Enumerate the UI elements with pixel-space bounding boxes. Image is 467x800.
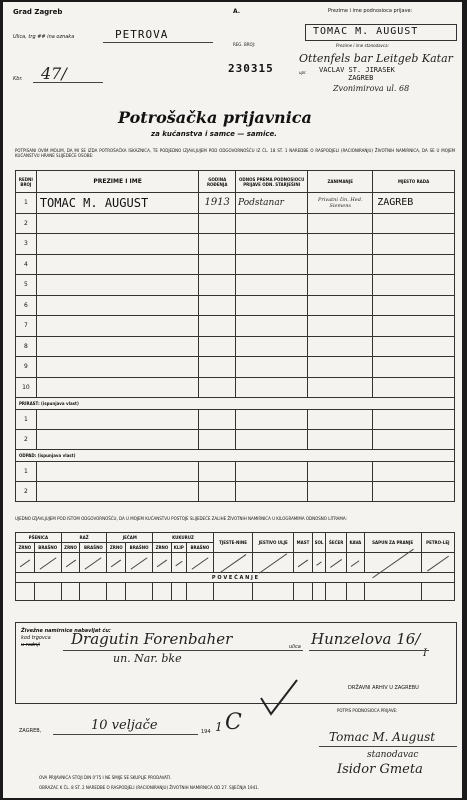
reg-number: 230315 — [228, 62, 274, 75]
sub-flour: BRAŠNO — [34, 543, 61, 553]
col-job-header: ZANIMANJE — [308, 171, 373, 193]
row-index: 4 — [16, 254, 37, 275]
row-index: 1 — [16, 193, 37, 214]
row-name — [36, 295, 199, 316]
shop-store-label: u radnji — [21, 642, 40, 648]
departures-label: ODPAD: (ispunjava vlast) — [16, 450, 455, 462]
row-year — [199, 213, 236, 234]
supply-cell — [294, 553, 313, 573]
row-place — [373, 316, 455, 337]
sub-grain: ZRNO — [153, 543, 172, 553]
table-row — [16, 357, 455, 378]
row-job — [308, 336, 373, 357]
supplies-oil: JESTIVO ULJE — [253, 533, 294, 553]
col-relation-header: ODNOS PREMA PODNOSIOCU PRIJAVE ODN. STARJEŠINI — [236, 171, 308, 193]
row-name — [36, 275, 199, 296]
intro-text: POTPISANI OVIM MOLIM, DA MI SE IZDA POTROŠAČKA ISKAZNICA, TE PODJEDNO IZJAVLJUJEM POD ODGOVORNOŠĆU IZ ČL. 18 ST. 1 NAREDBE O RASPODJELI (RACIONIRANJU) ŽIVOTNIH NAMIRNICA, DA SE U MOJEM KUĆANSTVU HRANE SLIJEDEĆE OSOBE: — [15, 148, 455, 158]
col-name-header: PREZIME I IME — [36, 171, 199, 193]
row-year — [199, 316, 236, 337]
shop-label: Živežne namirnice nabavljat ću: — [21, 628, 111, 634]
departure-cell — [373, 462, 455, 482]
supplies-group-barley: JEČAM — [107, 533, 153, 543]
sub-grain: ZRNO — [61, 543, 80, 553]
checkmark-icon — [259, 678, 299, 718]
sub-flour: BRAŠNO — [80, 543, 107, 553]
manager-value: VACLAV ST. JIRASEK — [319, 66, 395, 74]
row-year — [199, 234, 236, 255]
arrival-cell — [236, 410, 308, 430]
increase-cell — [421, 583, 454, 601]
row-year — [199, 254, 236, 275]
arrival-cell — [36, 410, 199, 430]
row-job — [308, 234, 373, 255]
supplies-group-corn: KUKURUZ — [153, 533, 214, 543]
departure-row-index: 2 — [16, 482, 37, 502]
row-relation — [236, 377, 308, 398]
sub-flour: BRAŠNO — [126, 543, 153, 553]
form-title: Potrošačka prijavnica — [118, 108, 312, 127]
arrival-cell — [36, 430, 199, 450]
row-job — [308, 377, 373, 398]
increase-cell — [186, 583, 213, 601]
sub-cob: KLIP — [171, 543, 186, 553]
arrival-row — [16, 430, 455, 450]
supply-cell — [16, 553, 35, 573]
footer-place: ZAGREB, — [19, 728, 42, 734]
supply-cell — [107, 553, 126, 573]
row-year — [199, 275, 236, 296]
row-relation — [236, 336, 308, 357]
row-name — [36, 234, 199, 255]
supplies-group-rye: RAŽ — [61, 533, 107, 543]
row-name — [36, 316, 199, 337]
departure-cell — [199, 482, 236, 502]
form-subtitle: za kućanstva i samce — samice. — [151, 130, 277, 138]
increase-cell — [171, 583, 186, 601]
table-row — [16, 193, 455, 214]
supplies-coffee: KAVA — [347, 533, 364, 553]
departure-row-index: 1 — [16, 462, 37, 482]
departure-cell — [36, 482, 199, 502]
arrival-cell — [199, 430, 236, 450]
street-label: Ulica, trg ## ina oznaka — [13, 34, 75, 40]
row-relation — [236, 275, 308, 296]
increase-cell — [294, 583, 313, 601]
supply-cell — [421, 553, 454, 573]
supply-cell — [312, 553, 325, 573]
applicant-label: Prezime i ime podnosioca prijave: — [328, 8, 413, 14]
departure-cell — [236, 462, 308, 482]
manager-label: upr. — [299, 70, 307, 75]
archive-stamp: DRŽAVNI ARHIV U ZAGREBU — [348, 685, 419, 691]
increase-cell — [153, 583, 172, 601]
supplies-petroleum: PETRO-LEJ — [421, 533, 454, 553]
landlord-title: stanodavac — [367, 750, 419, 760]
increase-cell — [312, 583, 325, 601]
supplies-pasta: TJESTE-NINE — [213, 533, 252, 553]
row-job: Privatni čin. Hed. Siemens — [308, 193, 373, 214]
row-relation — [236, 316, 308, 337]
increase-cell — [61, 583, 80, 601]
ration-form-page — [3, 2, 462, 798]
arrivals-label: PRIRAST: (ispunjava vlast) — [16, 398, 455, 410]
row-year — [199, 377, 236, 398]
supply-cell — [253, 553, 294, 573]
persons-table — [15, 170, 455, 502]
supply-cell — [126, 553, 153, 573]
row-year — [199, 295, 236, 316]
arrival-cell — [308, 430, 373, 450]
row-year — [199, 357, 236, 378]
increase-row — [16, 583, 455, 601]
arrival-row — [16, 410, 455, 430]
row-relation — [236, 357, 308, 378]
row-index: 5 — [16, 275, 37, 296]
supplies-soap: SAPUN ZA PRANJE — [364, 533, 421, 553]
increase-cell — [34, 583, 61, 601]
persons-table-header — [16, 171, 455, 193]
supply-cell — [326, 553, 347, 573]
row-place — [373, 234, 455, 255]
shop-street: Hunzelova 16/ — [311, 630, 421, 648]
footer-year-digit: 1 — [215, 720, 223, 734]
supply-cell — [153, 553, 172, 573]
supply-cell — [364, 553, 421, 573]
arrival-row-index: 1 — [16, 410, 37, 430]
declaration-text: UJEDNO IZJAVLJUJEM POD ISTOM ODGOVORNOŠĆU, DA U MOJEM KUĆANSTVU POSTOJE SLIJEDEĆE ZALIHE ŽIVOTNIH NAMIRNICA U KILOGRAMIMA ODNOSNO LITRAMA: — [15, 516, 347, 521]
row-name — [36, 357, 199, 378]
arrival-cell — [373, 410, 455, 430]
departure-cell — [308, 462, 373, 482]
row-job — [308, 275, 373, 296]
departure-cell — [308, 482, 373, 502]
row-place — [373, 336, 455, 357]
table-row — [16, 234, 455, 255]
departure-row — [16, 462, 455, 482]
city-label: Grad Zagreb — [13, 8, 63, 16]
applicant-value: TOMAC M. AUGUST — [313, 26, 419, 37]
row-index: 10 — [16, 377, 37, 398]
row-index: 9 — [16, 357, 37, 378]
row-job — [308, 357, 373, 378]
increase-cell — [326, 583, 347, 601]
increase-cell — [16, 583, 35, 601]
landlord-value: Ottenfels bar Leitgeb Katar — [299, 52, 453, 65]
table-row — [16, 295, 455, 316]
arrival-cell — [236, 430, 308, 450]
landlord-signature: Isidor Gmeta — [337, 762, 423, 777]
table-row — [16, 336, 455, 357]
house-label: Kbr. — [13, 76, 23, 82]
reg-label: REG. BROJ: — [233, 42, 256, 47]
supplies-salt: SOL — [312, 533, 325, 553]
sub-flour: BRAŠNO — [186, 543, 213, 553]
arrival-cell — [308, 410, 373, 430]
row-relation — [236, 295, 308, 316]
shop-street-extra: I — [423, 648, 427, 659]
row-name: TOMAC M. AUGUST — [36, 193, 199, 214]
landlord-label: Prezime i ime stanodavca: — [336, 43, 389, 48]
row-place — [373, 254, 455, 275]
row-year — [199, 336, 236, 357]
row-index: 7 — [16, 316, 37, 337]
departure-cell — [199, 462, 236, 482]
departure-row — [16, 482, 455, 502]
col-place-header: MJESTO RADA — [373, 171, 455, 193]
table-row — [16, 254, 455, 275]
row-name — [36, 377, 199, 398]
supply-cell — [213, 553, 252, 573]
arrival-row-index: 2 — [16, 430, 37, 450]
departure-cell — [236, 482, 308, 502]
col-index-header: REDNI BROJ — [16, 171, 37, 193]
table-row — [16, 213, 455, 234]
price-note: OVA PRIJAVNICA STOJI DIN 0'75 I NE SMIJE SE SKUPLJE PRODAVATI. — [39, 775, 172, 780]
table-row — [16, 377, 455, 398]
shop-owner: Dragutin Forenbaher — [71, 630, 233, 648]
increase-cell — [126, 583, 153, 601]
departure-cell — [36, 462, 199, 482]
arrival-cell — [373, 430, 455, 450]
supply-cell — [34, 553, 61, 573]
row-relation: Podstanar — [236, 193, 308, 214]
signature-label: POTPIS PODNOSIOCA PRIJAVE: — [337, 708, 398, 713]
row-name — [36, 254, 199, 275]
supply-cell — [186, 553, 213, 573]
shop-street-label: ulica — [289, 644, 301, 650]
footer-year: 194 — [201, 729, 211, 735]
row-job — [308, 316, 373, 337]
departure-cell — [373, 482, 455, 502]
row-place — [373, 213, 455, 234]
row-place: ZAGREB — [373, 193, 455, 214]
applicant-signature: Tomac M. August — [329, 730, 436, 744]
increase-cell — [253, 583, 294, 601]
row-place — [373, 357, 455, 378]
supplies-sugar: ŠEĆER — [326, 533, 347, 553]
footer-mark: C — [225, 710, 242, 735]
row-relation — [236, 213, 308, 234]
manager-city: ZAGREB — [348, 74, 374, 82]
row-index: 6 — [16, 295, 37, 316]
shop-trader-label: kod trgovca — [21, 635, 51, 641]
row-index: 8 — [16, 336, 37, 357]
manager-address: Zvonimirova ul. 68 — [333, 84, 410, 93]
arrival-cell — [199, 410, 236, 430]
increase-cell — [213, 583, 252, 601]
row-place — [373, 377, 455, 398]
regulation-note: OBRAZAC K ČL. 8 ST. 2 NAREDBE O RASPODJELI (RACIONIRANJU) ŽIVOTNIH NAMIRNICA OD 27. SIJEČNJA 1941. — [39, 785, 259, 790]
supplies-values-row — [16, 553, 455, 573]
increase-cell — [347, 583, 364, 601]
supplies-lard: MAST — [294, 533, 313, 553]
street-value: PETROVA — [115, 28, 169, 41]
col-year-header: GODINA ROĐENJA — [199, 171, 236, 193]
row-place — [373, 275, 455, 296]
increase-cell — [80, 583, 107, 601]
row-relation — [236, 254, 308, 275]
row-place — [373, 295, 455, 316]
row-job — [308, 295, 373, 316]
supplies-table — [15, 532, 455, 601]
increase-cell — [107, 583, 126, 601]
row-year: 1913 — [199, 193, 236, 214]
increase-label: P O V E Ć A N J E — [16, 573, 455, 583]
row-relation — [236, 234, 308, 255]
row-index: 3 — [16, 234, 37, 255]
supplies-group-wheat: PŠENICA — [16, 533, 62, 543]
supply-cell — [171, 553, 186, 573]
supply-cell — [61, 553, 80, 573]
sub-grain: ZRNO — [107, 543, 126, 553]
supply-cell — [80, 553, 107, 573]
supply-cell — [347, 553, 364, 573]
house-value: 47/ — [41, 64, 67, 83]
series-label: A. — [233, 8, 241, 15]
sub-grain: ZRNO — [16, 543, 35, 553]
row-name — [36, 213, 199, 234]
row-name — [36, 336, 199, 357]
shop-owner-note: un. Nar. bke — [113, 652, 182, 665]
table-row — [16, 275, 455, 296]
table-row — [16, 316, 455, 337]
footer-date: 10 veljače — [91, 718, 158, 733]
row-job — [308, 213, 373, 234]
row-job — [308, 254, 373, 275]
row-index: 2 — [16, 213, 37, 234]
increase-cell — [364, 583, 421, 601]
